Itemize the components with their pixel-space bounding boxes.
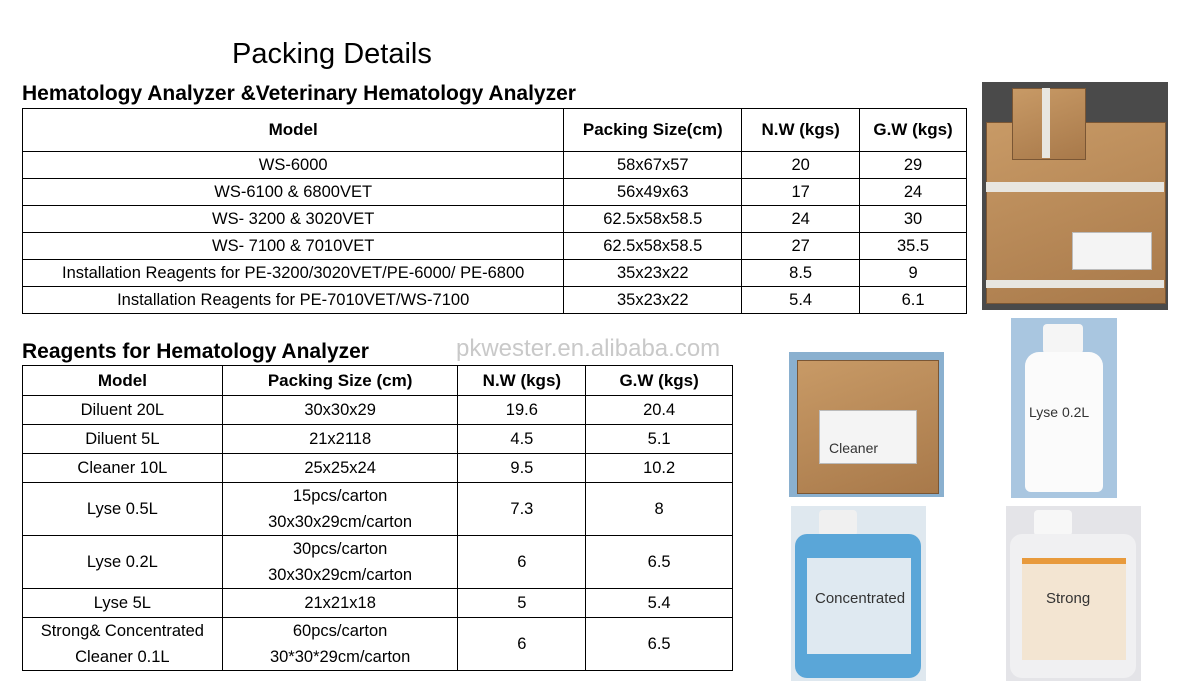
- table-cell: 9.5: [458, 454, 586, 483]
- cell-line: 30x30x29cm/carton: [268, 513, 413, 531]
- table-cell: 6.5: [586, 536, 733, 589]
- table-header-row: [23, 366, 733, 396]
- table-cell: 20.4: [586, 396, 733, 425]
- cell-line: 30*30*29cm/carton: [269, 648, 411, 666]
- table-cell: [23, 483, 223, 536]
- table-cell: 8.5: [742, 260, 860, 287]
- table-cell: [222, 483, 458, 536]
- table-cell: [222, 425, 458, 454]
- column-header: N.W (kgs): [742, 109, 860, 152]
- table-cell: 62.5x58x58.5: [564, 233, 742, 260]
- column-header: G.W (kgs): [586, 366, 733, 396]
- cell-line: Diluent 20L: [80, 401, 165, 419]
- table-cell: [222, 536, 458, 589]
- table-row: [23, 260, 967, 287]
- table-cell: [23, 536, 223, 589]
- table-cell: [222, 618, 458, 671]
- table-cell: 8: [586, 483, 733, 536]
- table-row: [23, 287, 967, 314]
- column-header: Packing Size (cm): [222, 366, 458, 396]
- table-cell: 6.1: [860, 287, 967, 314]
- cell-line: Cleaner 10L: [77, 459, 168, 477]
- table-cell: 10.2: [586, 454, 733, 483]
- table-cell: 5.4: [586, 589, 733, 618]
- table-cell: [222, 454, 458, 483]
- reagent-packing-table: [22, 365, 733, 671]
- cell-line: Strong& Concentrated: [40, 622, 204, 640]
- section-title-reagents: Reagents for Hematology Analyzer: [22, 340, 369, 363]
- cell-line: 30x30x29: [304, 401, 376, 419]
- table-cell: 30: [860, 206, 967, 233]
- table-cell: 19.6: [458, 396, 586, 425]
- table-cell: 56x49x63: [564, 179, 742, 206]
- table-row: [23, 454, 733, 483]
- column-header: Model: [23, 109, 564, 152]
- lyse-label-text: Lyse 0.2L: [1029, 404, 1090, 420]
- table-cell: WS-6100 & 6800VET: [23, 179, 564, 206]
- table-cell: [23, 589, 223, 618]
- cell-line: 30x30x29cm/carton: [268, 566, 413, 584]
- concentrated-label-text: Concentrated: [815, 590, 906, 607]
- cell-line: Lyse 5L: [93, 594, 151, 612]
- table-header-row: [23, 109, 967, 152]
- cell-line: 30pcs/carton: [292, 540, 388, 558]
- cleaner-label-text: Cleaner: [829, 440, 879, 456]
- table-cell: 20: [742, 152, 860, 179]
- table-row: [23, 152, 967, 179]
- table-cell: WS-6000: [23, 152, 564, 179]
- cell-line: Lyse 0.5L: [86, 500, 158, 518]
- column-header: G.W (kgs): [860, 109, 967, 152]
- table-cell: 5.4: [742, 287, 860, 314]
- lyse-bottle-photo: [1011, 318, 1117, 498]
- table-cell: 9: [860, 260, 967, 287]
- table-cell: [23, 618, 223, 671]
- table-cell: 35.5: [860, 233, 967, 260]
- strong-label-text: Strong: [1046, 590, 1091, 607]
- table-cell: 17: [742, 179, 860, 206]
- table-row: [23, 425, 733, 454]
- table-cell: 24: [742, 206, 860, 233]
- table-cell: 27: [742, 233, 860, 260]
- column-header: Model: [23, 366, 223, 396]
- cell-line: 15pcs/carton: [292, 487, 388, 505]
- cell-line: Cleaner 0.1L: [75, 648, 170, 666]
- table-cell: [23, 454, 223, 483]
- table-cell: 29: [860, 152, 967, 179]
- table-cell: Installation Reagents for PE-7010VET/WS-7100: [23, 287, 564, 314]
- table-row: [23, 618, 733, 671]
- table-cell: 35x23x22: [564, 287, 742, 314]
- cleaner-carton-photo: [789, 352, 944, 497]
- cell-line: 21x21x18: [304, 594, 376, 612]
- table-cell: 62.5x58x58.5: [564, 206, 742, 233]
- page-title: Packing Details: [232, 38, 432, 70]
- table-row: [23, 396, 733, 425]
- strong-bottle-photo: [1006, 506, 1141, 681]
- table-cell: [23, 425, 223, 454]
- table-cell: 35x23x22: [564, 260, 742, 287]
- table-cell: [222, 396, 458, 425]
- table-cell: WS- 3200 & 3020VET: [23, 206, 564, 233]
- table-cell: [23, 396, 223, 425]
- cell-line: 21x2118: [309, 430, 372, 448]
- table-cell: 24: [860, 179, 967, 206]
- cell-line: 25x25x24: [304, 459, 376, 477]
- table-cell: 6: [458, 536, 586, 589]
- table-cell: 7.3: [458, 483, 586, 536]
- table-row: [23, 179, 967, 206]
- cell-line: 60pcs/carton: [292, 622, 388, 640]
- table-cell: 6.5: [586, 618, 733, 671]
- table-row: [23, 536, 733, 589]
- table-cell: 6: [458, 618, 586, 671]
- table-row: [23, 483, 733, 536]
- table-cell: 5.1: [586, 425, 733, 454]
- table-cell: Installation Reagents for PE-3200/3020VET/PE-6000/ PE-6800: [23, 260, 564, 287]
- table-cell: 4.5: [458, 425, 586, 454]
- carton-box-photo: [982, 82, 1168, 310]
- cell-line: Diluent 5L: [85, 430, 160, 448]
- table-cell: [222, 589, 458, 618]
- table-row: [23, 589, 733, 618]
- table-cell: WS- 7100 & 7010VET: [23, 233, 564, 260]
- analyzer-packing-table: [22, 108, 967, 314]
- column-header: N.W (kgs): [458, 366, 586, 396]
- section-title-analyzers: Hematology Analyzer &Veterinary Hematology Analyzer: [22, 82, 576, 105]
- watermark: pkwester.en.alibaba.com: [456, 335, 721, 362]
- column-header: Packing Size(cm): [564, 109, 742, 152]
- cell-line: Lyse 0.2L: [86, 553, 158, 571]
- concentrated-bottle-photo: [791, 506, 926, 681]
- table-row: [23, 206, 967, 233]
- table-cell: 5: [458, 589, 586, 618]
- table-cell: 58x67x57: [564, 152, 742, 179]
- table-row: [23, 233, 967, 260]
